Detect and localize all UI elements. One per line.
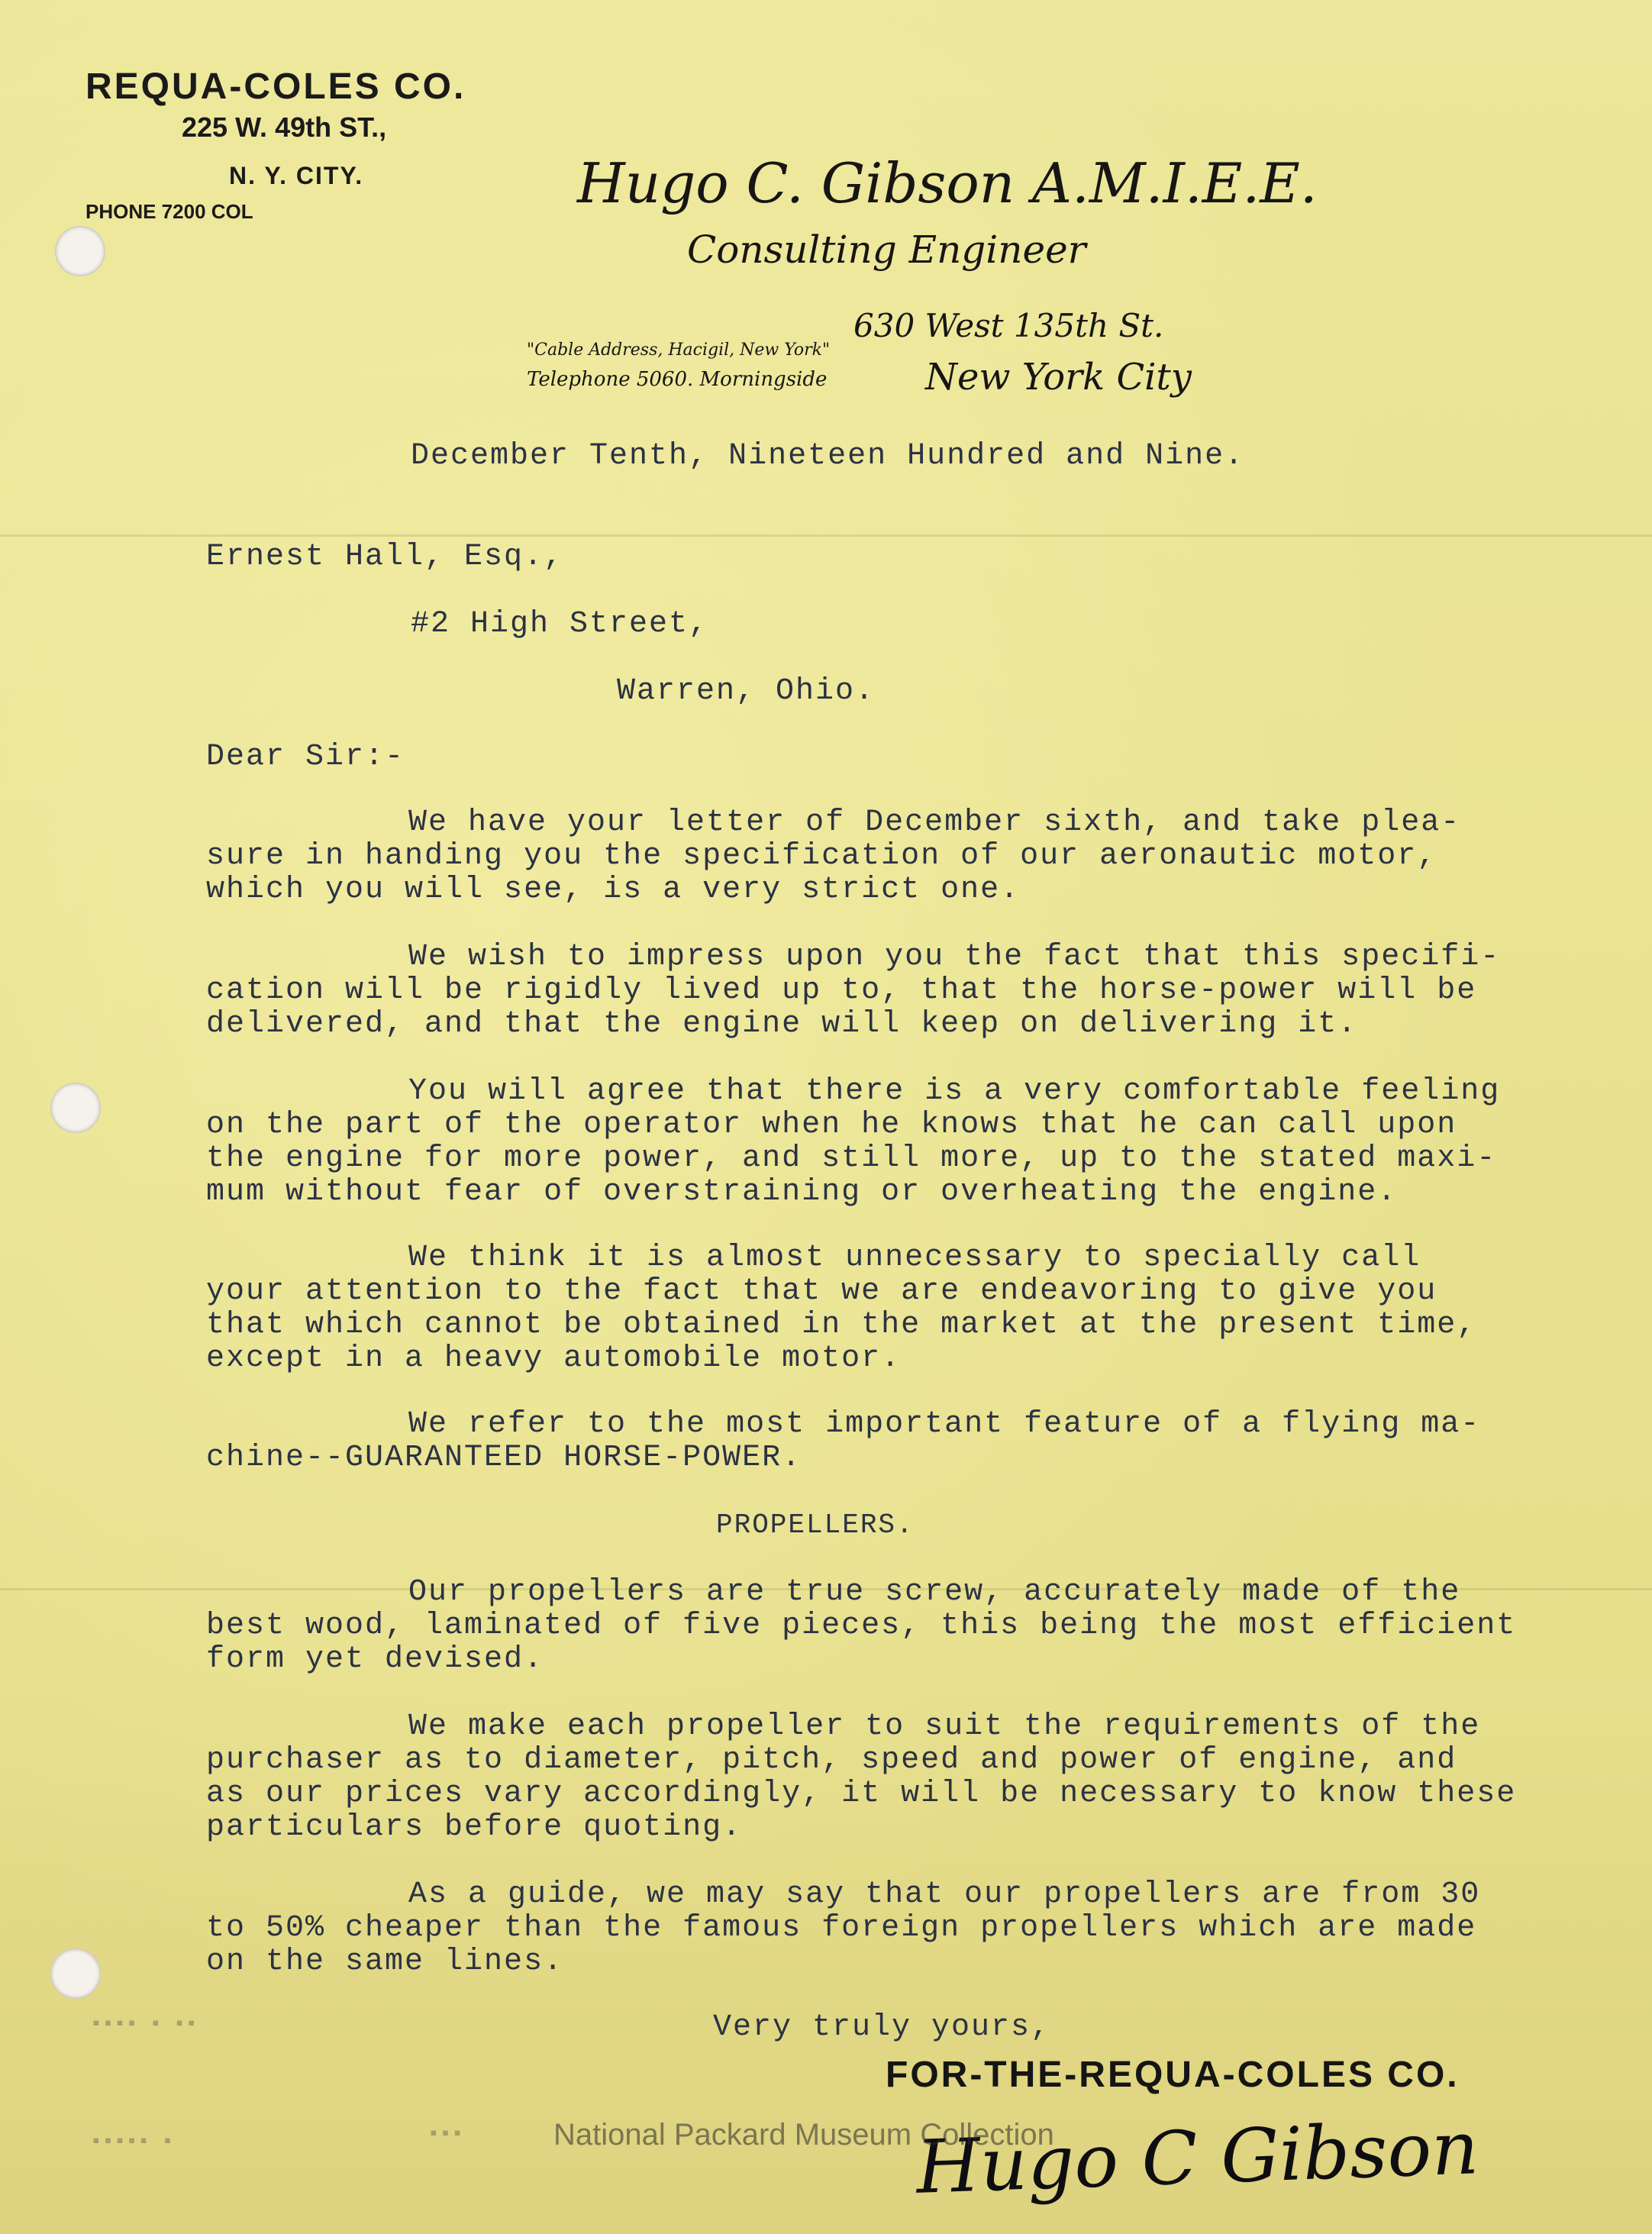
handwritten-signature: Hugo C Gibson [915,2105,1480,2210]
paragraph-line: form yet devised. [206,1642,544,1677]
stamp-city: N. Y. CITY. [229,162,364,189]
paragraph-line: as our prices vary accordingly, it will be necessary to know these [206,1777,1517,1811]
paragraph-line: best wood, laminated of five pieces, this being the most efficient [206,1609,1517,1643]
paragraph-line: As a guide, we may say that our propellers are from 30 [408,1877,1481,1912]
signature-company: FOR-THE-REQUA-COLES CO. [886,2055,1460,2095]
paragraph-line: sure in handing you the specification of our aeronautic motor, [206,839,1437,873]
letter-date: December Tenth, Nineteen Hundred and Nine. [411,439,1245,473]
paragraph-line: delivered, and that the engine will keep on delivering it. [206,1007,1358,1041]
paragraph-line: on the part of the operator when he knows that he can call upon [206,1108,1457,1142]
stamp-smudge: ▪▪▪▪▪ ▪ [90,2130,174,2153]
recipient-city: Warren, Ohio. [617,674,876,709]
paragraph-7 [206,1710,1516,1845]
paragraph-line: except in a heavy automobile motor. [206,1341,902,1376]
paragraph-line: cation will be rigidly lived up to, that the horse-power will be [206,973,1477,1008]
paragraph-line: You will agree that there is a very comfortable feeling [408,1074,1501,1109]
paragraph-line: We have your letter of December sixth, and take plea- [408,805,1461,840]
paragraph-1 [206,806,1460,907]
stamp-smudge: ▪▪▪▪ ▪ ▪▪ [90,2013,198,2035]
letterhead-street: 630 West 135th St. [853,307,1164,344]
letterhead-title: Consulting Engineer [687,228,1086,272]
section-heading: PROPELLERS. [716,1509,915,1541]
closing: Very truly yours, [713,2010,1051,2045]
paragraph-line: We think it is almost unnecessary to specially call [408,1241,1421,1275]
paragraph-line: Our propellers are true screw, accurately made of the [408,1575,1461,1609]
paragraph-4 [206,1241,1476,1376]
letterhead-name: Hugo C. Gibson A.M.I.E.E. [577,151,1318,215]
stamp-company: REQUA-COLES CO. [86,66,466,107]
letterhead-city: New York City [925,356,1192,399]
paragraph-3 [206,1075,1500,1209]
paragraph-line: mum without fear of overstraining or overheating the engine. [206,1175,1398,1209]
punch-hole [50,1948,101,1999]
paragraph-line: your attention to the fact that we are endeavoring to give you [206,1274,1437,1309]
watermark: National Packard Museum Collection [553,2118,1054,2152]
letterhead-cable: "Cable Address, Hacigil, New York" [527,341,831,360]
paragraph-2 [206,941,1500,1041]
paragraph-line: We wish to impress upon you the fact that this specifi- [408,940,1501,974]
recipient-street: #2 High Street, [411,607,709,641]
punch-hole [55,226,105,276]
stamp-smudge: ▪▪▪ [428,2123,463,2145]
stamp-phone: PHONE 7200 COL [86,200,253,223]
paragraph-line: to 50% cheaper than the famous foreign propellers which are made [206,1911,1477,1945]
paragraph-6 [206,1576,1516,1677]
paragraph-line: chine--GUARANTEED HORSE-POWER. [206,1441,802,1475]
letterhead-telephone: Telephone 5060. Morningside [527,368,828,391]
paragraph-line: particulars before quoting. [206,1810,743,1845]
paragraph-5 [206,1408,1480,1475]
paragraph-line: We make each propeller to suit the requirements of the [408,1709,1481,1744]
paragraph-line: that which cannot be obtained in the market at the present time, [206,1308,1477,1342]
paragraph-line: which you will see, is a very strict one. [206,873,1021,907]
paragraph-line: on the same lines. [206,1945,564,1979]
recipient-name: Ernest Hall, Esq., [206,540,564,574]
paragraph-line: the engine for more power, and still more, up to the stated maxi- [206,1141,1497,1176]
paragraph-line: We refer to the most important feature of a flying ma- [408,1407,1481,1441]
paragraph-line: purchaser as to diameter, pitch, speed and power of engine, and [206,1743,1457,1777]
stamp-address: 225 W. 49th ST., [182,111,387,143]
punch-hole [50,1083,101,1133]
salutation: Dear Sir:- [206,740,405,774]
paragraph-8 [206,1878,1480,1979]
fold-line [0,534,1652,537]
